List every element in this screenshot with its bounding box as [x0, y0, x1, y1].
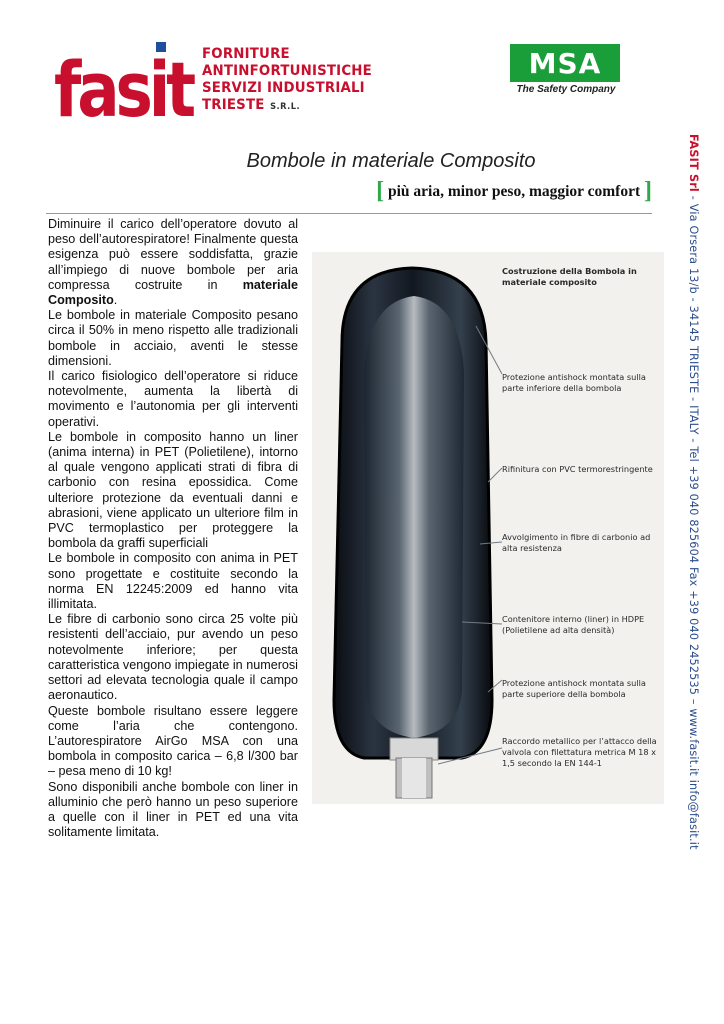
diagram-callout: Protezione antishock montata sulla parte inferiore della bombola [502, 372, 646, 393]
company-suffix: S.R.L. [270, 102, 301, 112]
diagram-callout: Rifinitura con PVC termorestringente [502, 464, 653, 474]
paragraph: Le bombole in materiale Composito pesano circa il 50% in meno rispetto alle tradizionali bombole in acciaio, aventi le stesse dimensioni. [48, 308, 298, 368]
sidebar-contact [687, 134, 700, 894]
fasit-logo-mark [54, 42, 199, 122]
msa-logo-text: MSA [528, 46, 602, 80]
diagram-callout: Contenitore interno (liner) in HDPE (Polietilene ad alta densità) [502, 614, 645, 635]
paragraph: Le bombole in composito con anima in PET sono progettate e costituite secondo la norma EN 12245:2009 ed hanno vita illimitata. [48, 551, 298, 612]
company-name [202, 46, 372, 116]
sidebar-separator: - [687, 191, 700, 204]
fasit-logo-word: fasit [54, 45, 196, 122]
subtitle-open-bracket: [ [376, 178, 385, 204]
bold-term: materiale Composito [48, 277, 298, 308]
subtitle-close-bracket: ] [644, 178, 652, 204]
msa-tagline: The Safety Company [516, 84, 616, 95]
paragraph: Le bombole in composito hanno un liner (anima interna) in PET (Polietilene), intorno al quale vengono applicati strati di fibra di carbonio con resina epossidica. Come ulteriore protezione da eventuali danni e abrasioni, viene applicato un ulteriore film in PVC termoplastico per proteggere la bombola da graffi superficiali [48, 429, 298, 551]
paragraph: Diminuire il carico dell’operatore dovuto al peso dell’autorespiratore! Finalmente questa esigenza può essere soddisfatta, grazie all’impiego di nuove bombole per aria compressa costruite in materiale Composito. [48, 217, 298, 308]
company-line: TRIESTE [202, 97, 265, 113]
paragraph: Le fibre di carbonio sono circa 25 volte più resistenti dell’acciaio, pur avendo un peso notevolmente inferiore; per questa caratteristica vengono impiegate in numerosi settori ad elevata tecnologia quale il campo aeronautico. [48, 612, 298, 703]
sidebar-address: Via Orsera 13/b - 34145 TRIESTE - ITALY - Tel +39 040 825604 Fax +39 040 2452535 – www.fasit.it info@fasit.it [687, 203, 700, 850]
diagram-title: Costruzione della Bombola in materiale composito [502, 266, 637, 287]
title-divider [46, 213, 652, 214]
cylinder-illustration [312, 252, 664, 804]
paragraph: Queste bombole risultano essere leggere come l’aria che contengono. L’autorespiratore AirGo MSA con una bombola in composito carica – 6,8 l/300 bar – pesa meno di 10 kg! [48, 703, 298, 779]
cylinder-diagram [312, 252, 664, 804]
subtitle-text: più aria, minor peso, maggior comfort [387, 183, 641, 200]
msa-logo [510, 44, 622, 98]
diagram-callout: Protezione antishock montata sulla parte superiore della bombola [502, 678, 646, 699]
paragraph: Sono disponibili anche bombole con liner in alluminio che però hanno un peso superiore a quelle con il liner in PET ed una vita solitamente limitata. [48, 779, 298, 840]
company-line: FORNITURE [202, 46, 290, 62]
paragraph: Il carico fisiologico dell’operatore si riduce notevolmente, aumenta la libertà di movimento e l’autonomia per gli interventi operativi. [48, 369, 298, 429]
company-line: ANTINFORTUNISTICHE [202, 63, 372, 79]
body-text [48, 217, 298, 840]
fasit-logo [54, 42, 372, 122]
diagram-callout: Raccordo metallico per l’attacco della valvola con filettatura metrica M 18 x 1,5 secondo la EN 144-1 [502, 736, 657, 768]
company-line: SERVIZI INDUSTRIALI [202, 80, 365, 96]
page-title: Bombole in materiale Composito [246, 150, 536, 172]
sidebar-company: FASIT Srl [687, 134, 700, 192]
subtitle [376, 178, 652, 205]
diagram-callout: Avvolgimento in fibre di carbonio ad alta resistenza [502, 532, 651, 553]
